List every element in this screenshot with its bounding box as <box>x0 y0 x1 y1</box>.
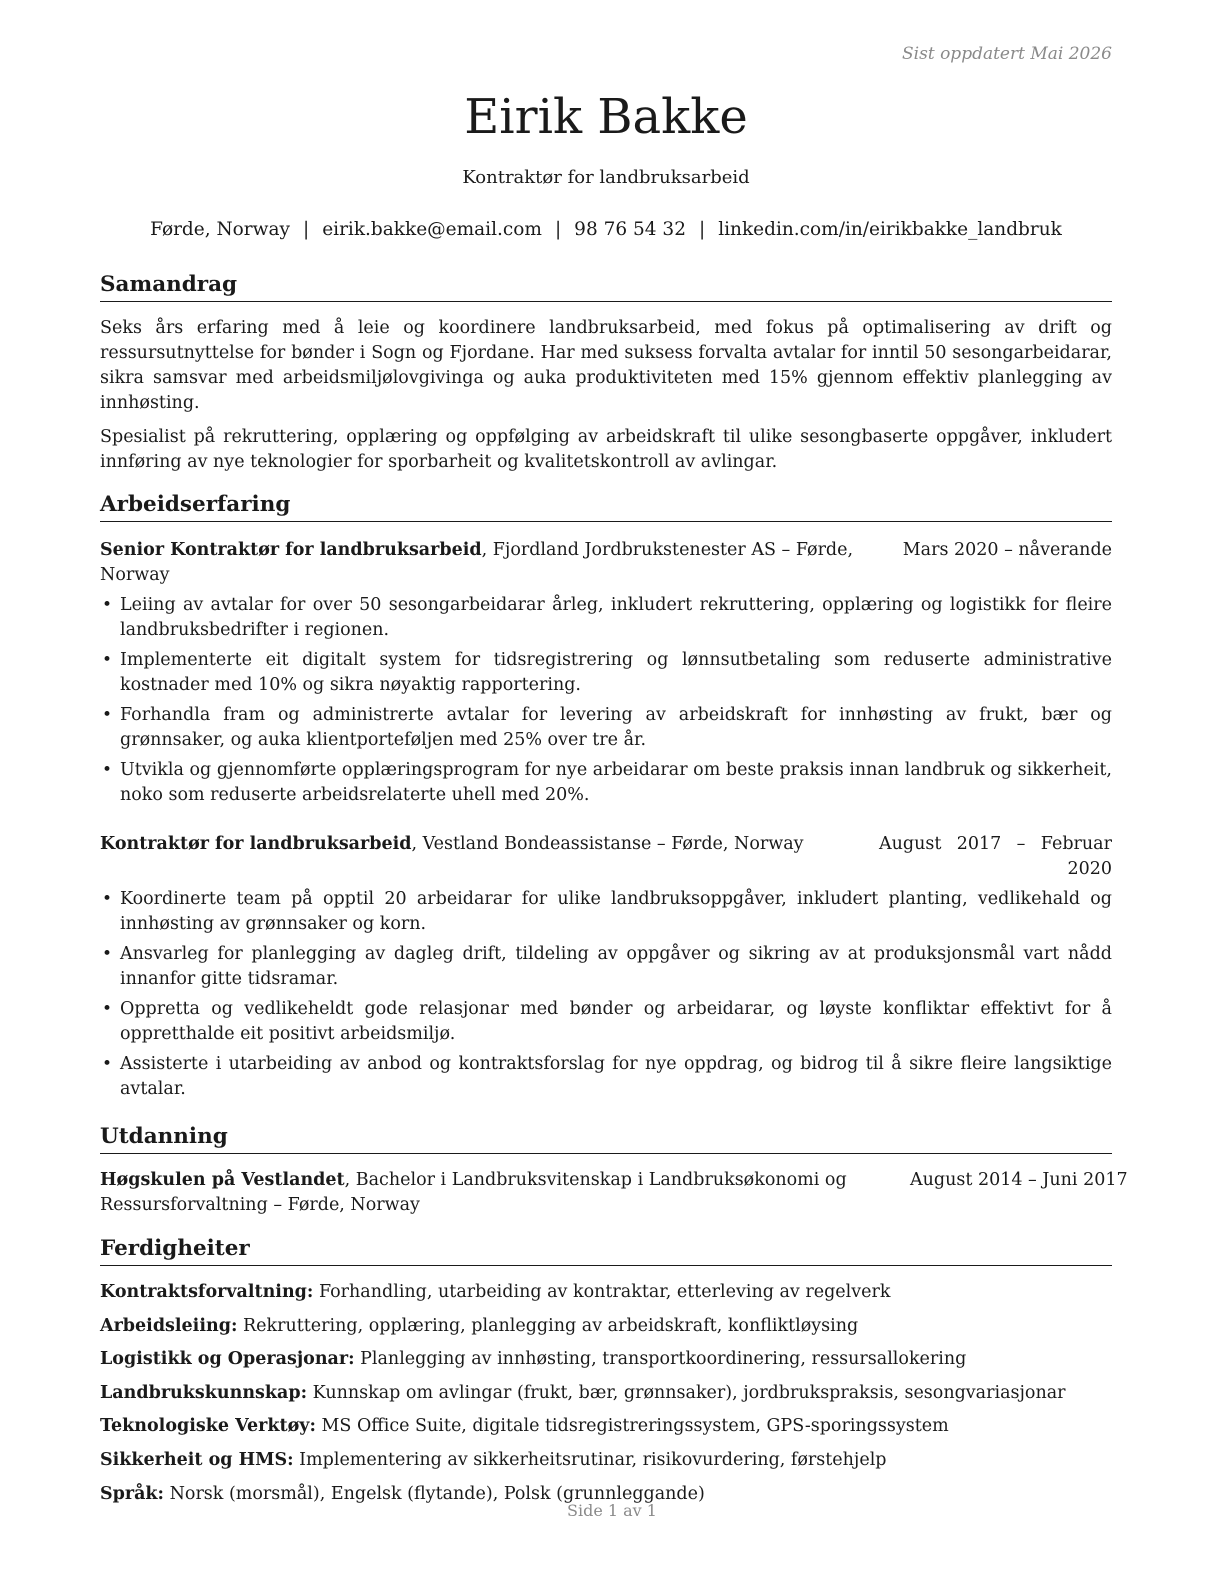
contact-email[interactable]: eirik.bakke@email.com <box>322 219 542 240</box>
job-role: Senior Kontraktør for landbruksarbeid <box>100 540 482 560</box>
skill-row <box>100 1448 1112 1473</box>
resume-content <box>100 270 1128 1515</box>
skill-value: Rekruttering, opplæring, planlegging av arbeidskraft, konfliktløysing <box>237 1315 859 1336</box>
skills-list <box>100 1280 1112 1507</box>
skill-row <box>100 1314 1112 1339</box>
skill-value: MS Office Suite, digitale tidsregistreringssystem, GPS-sporingssystem <box>315 1416 949 1437</box>
education-school: Høgskulen på Vestlandet <box>100 1170 345 1190</box>
resume-page <box>100 0 1128 1584</box>
skill-label: Teknologiske Verktøy: <box>100 1416 316 1437</box>
job-bullets <box>100 593 1112 808</box>
education-program: , Bachelor i Landbruksvitenskap i Landbruksøkonomi og Ressursforvaltning – Førde, Norway <box>100 1170 847 1215</box>
candidate-title: Kontraktør for landbruksarbeid <box>462 167 750 188</box>
summary-section <box>100 270 1112 475</box>
list-item: • Implementerte eit digitalt system for tidsregistrering og lønnsutbetaling som reduserte administrative kostnader med 10% og sikra nøyaktig rapportering. <box>100 648 1112 698</box>
skill-value: Kunnskap om avlingar (frukt, bær, grønnsaker), jordbrukspraksis, sesongvariasjonar <box>307 1382 1066 1403</box>
skill-row <box>100 1347 1112 1372</box>
page-number: Side 1 av 1 <box>567 1501 657 1520</box>
section-heading: Arbeidserfaring <box>100 490 1112 522</box>
skill-label: Landbrukskunnskap: <box>100 1382 308 1403</box>
job-header <box>100 538 1112 588</box>
skill-row <box>100 1280 1112 1305</box>
summary-paragraph: Seks års erfaring med å leie og koordinere landbruksarbeid, med fokus på optimalisering av drift og ressursutnyttelse for bønder i Sogn og Fjordane. Har med suksess forvalta avtalar for inntil 50 sesongarbeidarar, sikra samsvar med arbeidsmiljølovgivinga og auka produktiviteten med 15% gjennom effektiv planlegging av innhøsting. <box>100 318 1112 413</box>
skill-value: Norsk (morsmål), Engelsk (flytande), Polsk (grunnleggande) <box>164 1483 705 1504</box>
section-heading: Samandrag <box>100 270 1112 302</box>
job-organization: , Fjordland Jordbrukstenester AS – Førde, Norway <box>100 540 854 585</box>
job-bullets <box>100 887 1112 1102</box>
job-role: Kontraktør for landbruksarbeid <box>100 834 412 854</box>
skill-value: Forhandling, utarbeiding av kontraktar, etterleving av regelverk <box>313 1282 891 1302</box>
contact-separator: | <box>698 219 706 240</box>
contact-line <box>100 219 1112 240</box>
list-item: • Oppretta og vedlikeheldt gode relasjonar med bønder og arbeidarar, og løyste konfliktar effektivt for å oppretthalde eit positivt arbeidsmiljø. <box>100 997 1112 1047</box>
list-item: • Forhandla fram og administrerte avtalar for levering av arbeidskraft for innhøsting av frukt, bær og grønnsaker, og auka klientporteføljen med 25% over tre år. <box>100 703 1112 753</box>
education-section <box>100 1122 1128 1218</box>
section-heading: Ferdigheiter <box>100 1234 1112 1266</box>
skill-label: Sikkerheit og HMS: <box>100 1449 294 1470</box>
skill-value: Implementering av sikkerheitsrutinar, risikovurdering, førstehjelp <box>293 1449 887 1470</box>
job-dates: Mars 2020 – nåverande <box>902 540 1112 560</box>
skill-label: Språk: <box>100 1483 165 1504</box>
contact-location: Førde, Norway <box>150 219 290 240</box>
list-item: • Ansvarleg for planlegging av dagleg drift, tildeling av oppgåver og sikring av at produksjonsmål vart nådd innanfor gitte tidsramar. <box>100 942 1112 992</box>
contact-separator: | <box>554 219 562 240</box>
education-dates: August 2014 – Juni 2017 <box>910 1170 1128 1190</box>
skill-label: Logistikk og Operasjonar: <box>100 1349 355 1370</box>
skill-label: Arbeidsleiing: <box>100 1315 238 1336</box>
candidate-name: Eirik Bakke <box>464 89 748 145</box>
job-dates: August 2017 – Februar 2020 <box>879 834 1112 879</box>
job-entry <box>100 832 1112 1102</box>
skill-value: Planlegging av innhøsting, transportkoordinering, ressursallokering <box>354 1349 967 1370</box>
experience-section <box>100 490 1112 1102</box>
skill-row <box>100 1381 1112 1406</box>
contact-separator: | <box>302 219 310 240</box>
skills-section <box>100 1234 1112 1507</box>
education-entry <box>100 1168 1128 1218</box>
last-updated: Sist oppdatert Mai 2026 <box>902 44 1112 64</box>
list-item: • Utvikla og gjennomførte opplæringsprogram for nye arbeidarar om beste praksis innan landbruk og sikkerheit, noko som reduserte arbeidsrelaterte uhell med 20%. <box>100 758 1112 808</box>
list-item: • Assisterte i utarbeiding av anbod og kontraktsforslag for nye oppdrag, og bidrog til å sikre fleire langsiktige avtalar. <box>100 1052 1112 1102</box>
contact-phone: 98 76 54 32 <box>574 219 686 240</box>
contact-linkedin[interactable]: linkedin.com/in/eirikbakke_landbruk <box>718 219 1062 240</box>
summary-paragraph: Spesialist på rekruttering, opplæring og oppfølging av arbeidskraft til ulike sesongbaserte oppgåver, inkludert innføring av nye teknologier for sporbarheit og kvalitetskontroll av avlingar. <box>100 427 1112 472</box>
skill-row <box>100 1414 1112 1439</box>
list-item: • Koordinerte team på opptil 20 arbeidarar for ulike landbruksoppgåver, inkludert planting, vedlikehald og innhøsting av grønnsaker og korn. <box>100 887 1112 937</box>
section-heading: Utdanning <box>100 1122 1112 1154</box>
job-header <box>100 832 1112 882</box>
job-entry <box>100 538 1112 808</box>
list-item: • Leiing av avtalar for over 50 sesongarbeidarar årleg, inkludert rekruttering, opplæring og logistikk for fleire landbruksbedrifter i regionen. <box>100 593 1112 643</box>
job-organization: , Vestland Bondeassistanse – Førde, Norway <box>411 834 804 854</box>
skill-label: Kontraktsforvaltning: <box>100 1282 314 1302</box>
